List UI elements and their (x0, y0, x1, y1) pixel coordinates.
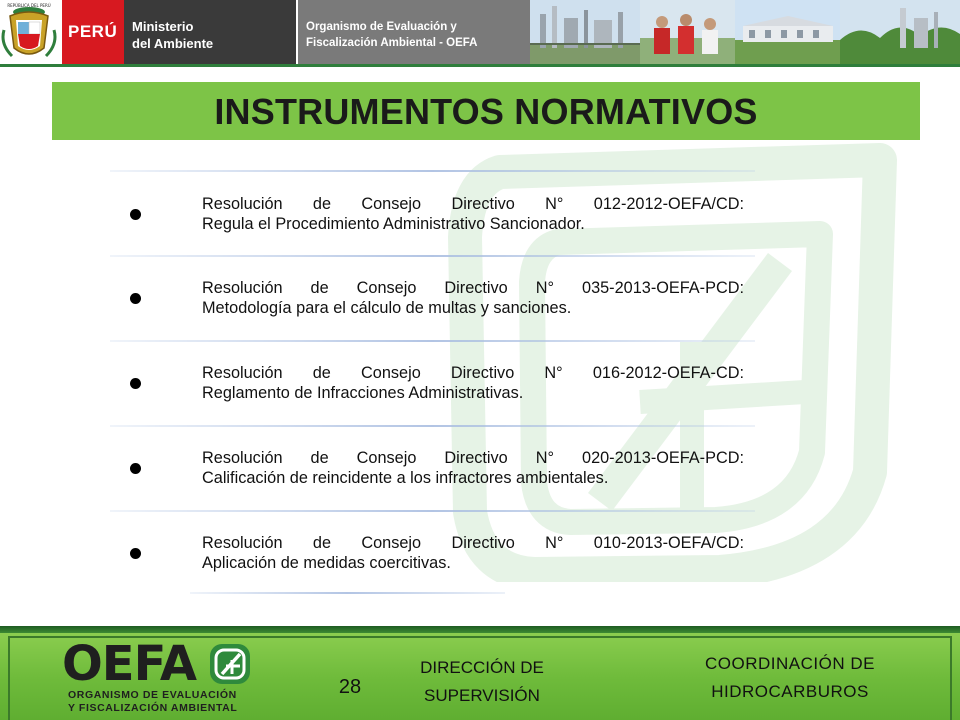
ministry-label-box (124, 0, 296, 66)
resolution-description: Metodología para el cálculo de multas y sanciones. (202, 299, 572, 317)
item-text (202, 533, 744, 573)
ministry-line-1: Ministerio (132, 19, 194, 34)
direction-line-1: DIRECCIÓN DE (420, 658, 544, 677)
resolution-title: Resolución de Consejo Directivo N° 012-2012-OEFA/CD: (202, 195, 744, 213)
list-item (110, 425, 755, 505)
country-label: PERÚ (68, 22, 118, 41)
item-text (202, 363, 744, 403)
agency-label-box (298, 0, 530, 66)
item-text (202, 278, 744, 318)
bullet-icon (130, 378, 141, 389)
item-text (202, 448, 744, 488)
resolution-title: Resolución de Consejo Directivo N° 016-2012-OEFA-CD: (202, 364, 744, 382)
ministry-line-2: del Ambiente (132, 36, 214, 51)
direction-label (392, 654, 572, 710)
header-divider (0, 64, 960, 67)
peru-label-box (62, 0, 124, 66)
oefa-leaf-icon (208, 642, 252, 686)
resolution-description: Reglamento de Infracciones Administrativas. (202, 384, 524, 402)
resolution-description: Calificación de reincidente a los infractores ambientales. (202, 469, 609, 487)
list-item (110, 255, 755, 335)
list-separator (190, 592, 505, 594)
title-bar (52, 82, 920, 140)
logo-subtitle-1: ORGANISMO DE EVALUACIÓN (68, 689, 237, 701)
resolution-description: Regula el Procedimiento Administrativo Sancionador. (202, 215, 585, 233)
plant-jungle-photo (840, 0, 960, 66)
logo-subtitle-2: Y FISCALIZACIÓN AMBIENTAL (68, 702, 238, 714)
inspectors-photo (640, 0, 735, 66)
bullet-icon (130, 548, 141, 559)
header-banner (0, 0, 960, 66)
footer-top-rule (0, 626, 960, 633)
list-item (110, 510, 755, 590)
resolution-title: Resolución de Consejo Directivo N° 010-2013-OEFA/CD: (202, 534, 744, 552)
bullet-icon (130, 463, 141, 474)
logo-wordmark: OEFA (62, 636, 197, 692)
facility-photo (735, 0, 840, 66)
agency-line-1: Organismo de Evaluación y (306, 21, 457, 33)
refinery-photo (530, 0, 640, 66)
coordination-line-2: HIDROCARBUROS (711, 682, 869, 701)
list-item (110, 170, 755, 250)
bullet-icon (130, 293, 141, 304)
bullet-icon (130, 209, 141, 220)
direction-line-2: SUPERVISIÓN (424, 686, 540, 705)
coat-of-arms-caption: REPÚBLICA DEL PERÚ (7, 3, 51, 8)
item-text (202, 194, 744, 234)
coordination-line-1: COORDINACIÓN DE (705, 654, 875, 673)
resolution-title: Resolución de Consejo Directivo N° 035-2013-OEFA-PCD: (202, 279, 744, 297)
resolution-description: Aplicación de medidas coercitivas. (202, 554, 451, 572)
page-number: 28 (338, 676, 362, 698)
oefa-footer-logo (60, 636, 270, 720)
agency-line-2: Fiscalización Ambiental - OEFA (306, 37, 478, 49)
coat-of-arms-logo (0, 0, 58, 66)
page-title: INSTRUMENTOS NORMATIVOS (214, 91, 758, 132)
list-item (110, 340, 755, 420)
coordination-label (660, 650, 920, 706)
resolution-title: Resolución de Consejo Directivo N° 020-2013-OEFA-PCD: (202, 449, 744, 467)
